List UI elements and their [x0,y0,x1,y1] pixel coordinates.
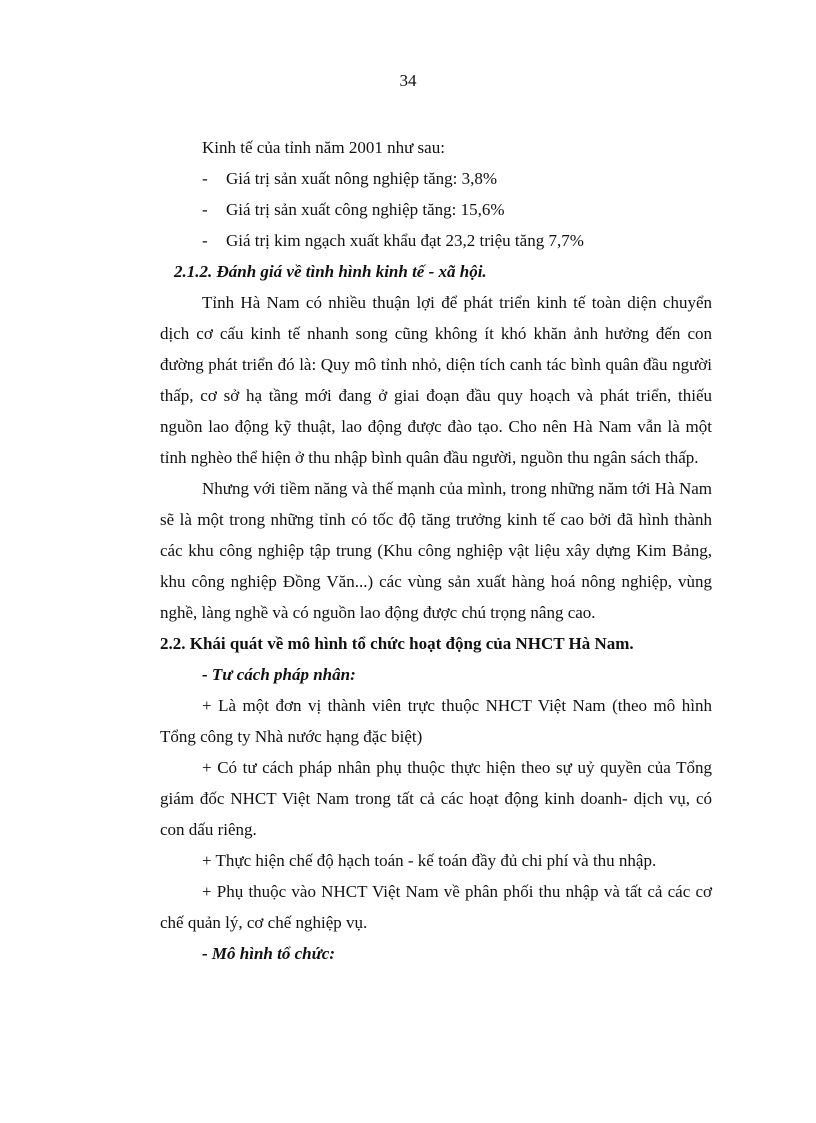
bullet-text: Giá trị sản xuất nông nghiệp tăng: 3,8% [226,169,498,188]
section-2-1-2-heading: 2.1.2. Đánh giá về tình hình kinh tế - xã hội. [174,262,487,281]
legal-entity-item-4: + Phụ thuộc vào NHCT Việt Nam về phân phối thu nhập và tất cả các cơ chế quản lý, cơ chế nghiệp vụ. [160,882,712,932]
legal-entity-item-1: + Là một đơn vị thành viên trực thuộc NHCT Việt Nam (theo mô hình Tổng công ty Nhà nước hạng đặc biệt) [160,696,712,746]
section-2-2-heading: 2.2. Khái quát về mô hình tổ chức hoạt động của NHCT Hà Nam. [160,634,634,653]
section-2-1-2-paragraph-1: Tỉnh Hà Nam có nhiều thuận lợi để phát triển kinh tế toàn diện chuyển dịch cơ cấu kinh tế nhanh song cũng không ít khó khăn ảnh hưởng đến con đường phát triển đó là: Quy mô tỉnh nhỏ, diện tích canh tác bình quân đầu người thấp, cơ sở hạ tầng mới đang ở giai đoạn đầu quy hoạch và phát triển, thiếu nguồn lao động kỹ thuật, lao động được đào tạo. Cho nên Hà Nam vẫn là một tỉnh nghèo thể hiện ở thu nhập bình quân đầu người, nguồn thu ngân sách thấp. [160,293,712,467]
bullet-marker: - [202,169,208,188]
legal-entity-label: - Tư cách pháp nhân: [202,665,356,684]
economy-bullet-export [160,225,712,256]
bullet-text: Giá trị kim ngạch xuất khẩu đạt 23,2 triệu tăng 7,7% [226,231,584,250]
document-body [160,132,712,969]
org-model-label: - Mô hình tổ chức: [202,944,335,963]
legal-entity-item-2: + Có tư cách pháp nhân phụ thuộc thực hiện theo sự uỷ quyền của Tổng giám đốc NHCT Việt Nam trong tất cả các hoạt động kinh doanh- dịch vụ, có con dấu riêng. [160,758,712,839]
page-number: 34 [399,71,417,90]
economy-bullet-agriculture [160,163,712,194]
bullet-marker: - [202,200,208,219]
bullet-marker: - [202,231,208,250]
section-2-1-2-paragraph-2: Nhưng với tiềm năng và thế mạnh của mình, trong những năm tới Hà Nam sẽ là một trong những tỉnh có tốc độ tăng trưởng kinh tế cao bởi đã hình thành các khu công nghiệp tập trung (Khu công nghiệp vật liệu xây dựng Kim Bảng, khu công nghiệp Đồng Văn...) các vùng sản xuất hàng hoá nông nghiệp, vùng nghề, làng nghề và có nguồn lao động được chú trọng nâng cao. [160,479,712,622]
legal-entity-item-3: + Thực hiện chế độ hạch toán - kế toán đầy đủ chi phí và thu nhập. [202,851,657,870]
bullet-text: Giá trị sản xuất công nghiệp tăng: 15,6% [226,200,505,219]
economy-bullet-industry [160,194,712,225]
economy-intro: Kinh tế của tỉnh năm 2001 như sau: [202,138,445,157]
